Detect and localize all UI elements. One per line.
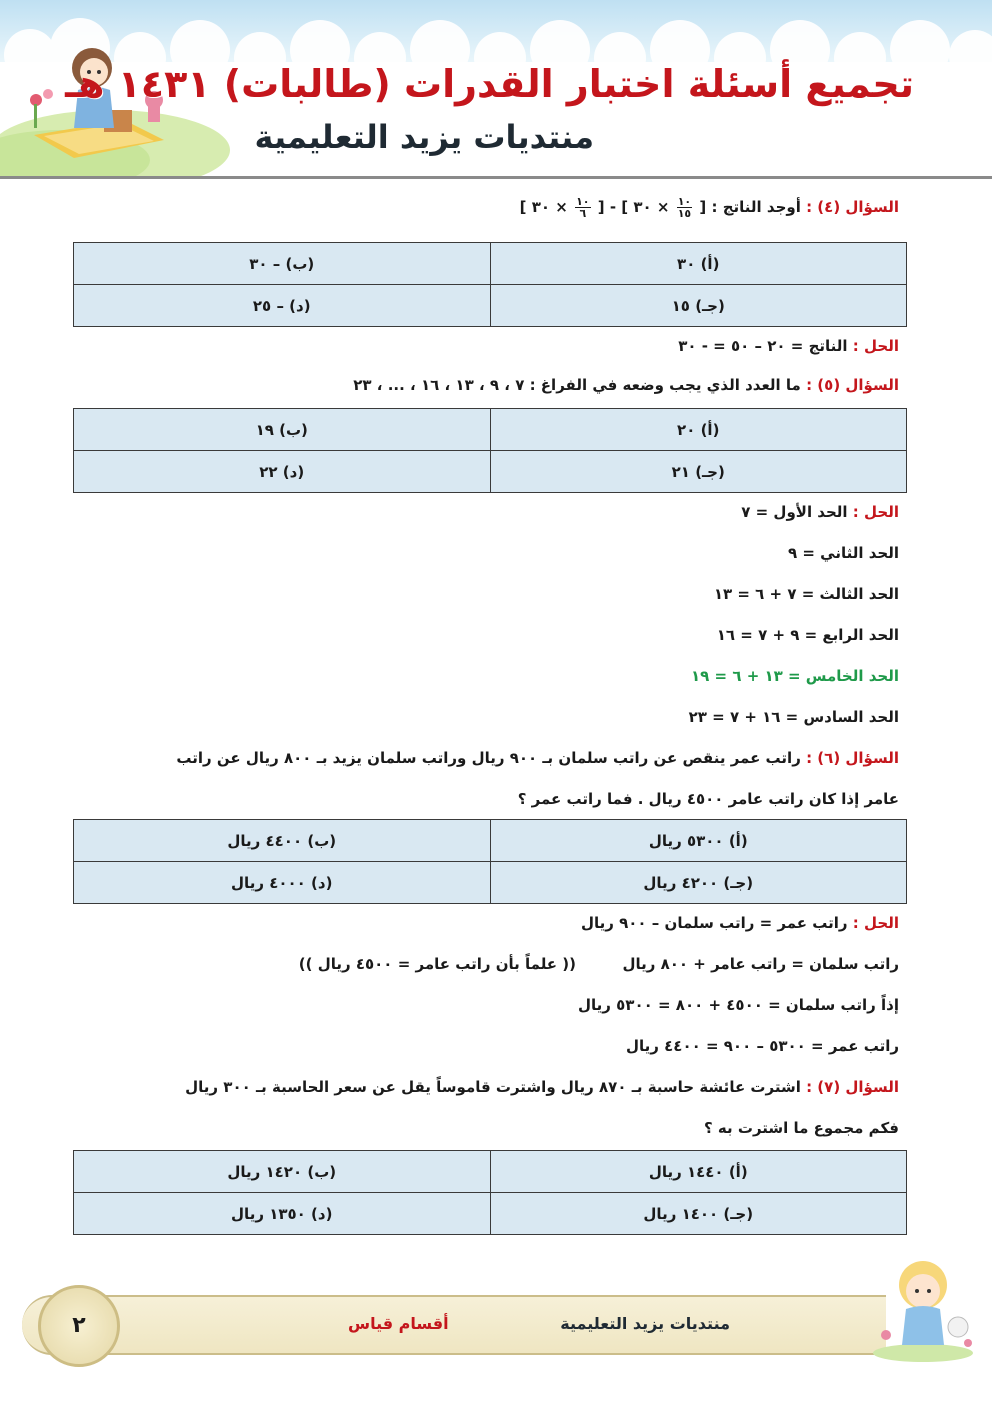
page-number: ٢ bbox=[38, 1285, 120, 1367]
question-5-options bbox=[73, 408, 907, 493]
question-6-options bbox=[73, 819, 907, 904]
question-5-label: السؤال (٥) : bbox=[806, 376, 899, 394]
question-6-solution-2 bbox=[299, 953, 899, 975]
solution-label: الحل : bbox=[852, 503, 899, 521]
fraction-1 bbox=[677, 196, 692, 219]
fraction-2-numerator: ١٠ bbox=[576, 195, 590, 208]
solution-note: (( علماً بأن راتب عامر = ٤٥٠٠ ريال )) bbox=[298, 955, 576, 973]
option-d[interactable]: (د) ٢٢ bbox=[74, 451, 491, 493]
question-7-label: السؤال (٧) : bbox=[806, 1078, 899, 1096]
option-b[interactable]: (ب) ١٩ bbox=[74, 409, 491, 451]
header-divider bbox=[0, 176, 992, 179]
option-d[interactable]: (د) ٤٠٠٠ ريال bbox=[74, 862, 491, 904]
question-7-text-1: اشترت عائشة حاسبة بـ ٨٧٠ ريال واشترت قاموساً يقل عن سعر الحاسبة بـ ٣٠٠ ريال bbox=[185, 1078, 801, 1096]
question-5-solution-step-1 bbox=[741, 501, 899, 523]
footer-forum-name: منتديات يزيد التعليمية bbox=[560, 1314, 730, 1333]
option-a[interactable]: (أ) ٥٣٠٠ ريال bbox=[490, 820, 907, 862]
question-4-label: السؤال (٤) : bbox=[806, 198, 899, 216]
fraction-2-denominator: ٦ bbox=[579, 207, 587, 220]
option-c[interactable]: (جـ) ١٥ bbox=[490, 285, 907, 327]
question-6-solution-3: إذاً راتب سلمان = ٤٥٠٠ + ٨٠٠ = ٥٣٠٠ ريال bbox=[578, 996, 899, 1014]
expr-mid: × ٣٠ ] - [ bbox=[597, 198, 670, 216]
question-5-solution-step-6: الحد السادس = ١٦ + ٧ = ٢٣ bbox=[688, 708, 899, 726]
solution-text: راتب سلمان = راتب عامر + ٨٠٠ ريال bbox=[622, 955, 899, 973]
option-b[interactable]: (ب) – ٣٠ bbox=[74, 243, 491, 285]
solution-text: الناتج = ٢٠ – ٥٠ = - ٣٠ bbox=[678, 337, 848, 355]
question-5-solution-step-4: الحد الرابع = ٩ + ٧ = ١٦ bbox=[716, 626, 899, 644]
step-text: الحد الأول = ٧ bbox=[741, 503, 848, 521]
fraction-1-denominator: ١٥ bbox=[677, 207, 692, 220]
question-7-prompt-line-2: فكم مجموع ما اشترت به ؟ bbox=[704, 1119, 899, 1137]
solution-label: الحل : bbox=[852, 337, 899, 355]
forum-name: منتديات يزيد التعليمية bbox=[254, 118, 594, 156]
question-6-label: السؤال (٦) : bbox=[806, 749, 899, 767]
option-c[interactable]: (جـ) ١٤٠٠ ريال bbox=[490, 1193, 907, 1235]
question-6-solution-1 bbox=[581, 912, 899, 934]
footer-section-link[interactable]: أقسام قياس bbox=[348, 1314, 449, 1333]
option-c[interactable]: (جـ) ٤٢٠٠ ريال bbox=[490, 862, 907, 904]
page-header bbox=[0, 0, 992, 178]
question-6-prompt-line-1 bbox=[176, 747, 899, 769]
footer-bar bbox=[22, 1295, 886, 1355]
option-a[interactable]: (أ) ٣٠ bbox=[490, 243, 907, 285]
option-c[interactable]: (جـ) ٢١ bbox=[490, 451, 907, 493]
question-5-solution-step-3: الحد الثالث = ٧ + ٦ = ١٣ bbox=[713, 585, 899, 603]
page-title: تجميع أسئلة اختبار القدرات (طالبات) ١٤٣١ هـ bbox=[65, 62, 914, 106]
option-b[interactable]: (ب) ١٤٢٠ ريال bbox=[74, 1151, 491, 1193]
question-7-prompt-line-1 bbox=[185, 1076, 899, 1098]
expr-end: × ٣٠ ] bbox=[519, 198, 568, 216]
option-a[interactable]: (أ) ١٤٤٠ ريال bbox=[490, 1151, 907, 1193]
option-d[interactable]: (د) – ٢٥ bbox=[74, 285, 491, 327]
question-6-text-1: راتب عمر ينقص عن راتب سلمان بـ ٩٠٠ ريال وراتب سلمان يزيد بـ ٨٠٠ ريال عن راتب bbox=[176, 749, 801, 767]
question-4-solution bbox=[678, 335, 899, 357]
option-d[interactable]: (د) ١٣٥٠ ريال bbox=[74, 1193, 491, 1235]
fraction-1-numerator: ١٠ bbox=[677, 195, 692, 208]
question-5-solution-step-5: الحد الخامس = ١٣ + ٦ = ١٩ bbox=[690, 667, 899, 685]
question-6-solution-4: راتب عمر = ٥٣٠٠ – ٩٠٠ = ٤٤٠٠ ريال bbox=[626, 1037, 899, 1055]
question-5-solution-step-2: الحد الثاني = ٩ bbox=[788, 544, 899, 562]
question-4-text: أوجد الناتج : bbox=[711, 198, 801, 216]
solution-text: راتب عمر = راتب سلمان – ٩٠٠ ريال bbox=[580, 914, 848, 932]
fraction-2 bbox=[575, 196, 590, 219]
expr-open: [ bbox=[699, 198, 707, 216]
baby-illustration bbox=[868, 1245, 978, 1363]
question-4-options bbox=[73, 242, 907, 327]
question-6-prompt-line-2: عامر إذا كان راتب عامر ٤٥٠٠ ريال . فما راتب عمر ؟ bbox=[517, 790, 899, 808]
question-7-options bbox=[73, 1150, 907, 1235]
option-b[interactable]: (ب) ٤٤٠٠ ريال bbox=[74, 820, 491, 862]
question-5-text: ما العدد الذي يجب وضعه في الفراغ : ٧ ، ٩ ، ١٣ ، ١٦ ، ... ، ٢٣ bbox=[353, 376, 801, 394]
question-4-prompt bbox=[520, 196, 899, 219]
question-5-prompt bbox=[353, 374, 899, 396]
option-a[interactable]: (أ) ٢٠ bbox=[490, 409, 907, 451]
solution-label: الحل : bbox=[852, 914, 899, 932]
